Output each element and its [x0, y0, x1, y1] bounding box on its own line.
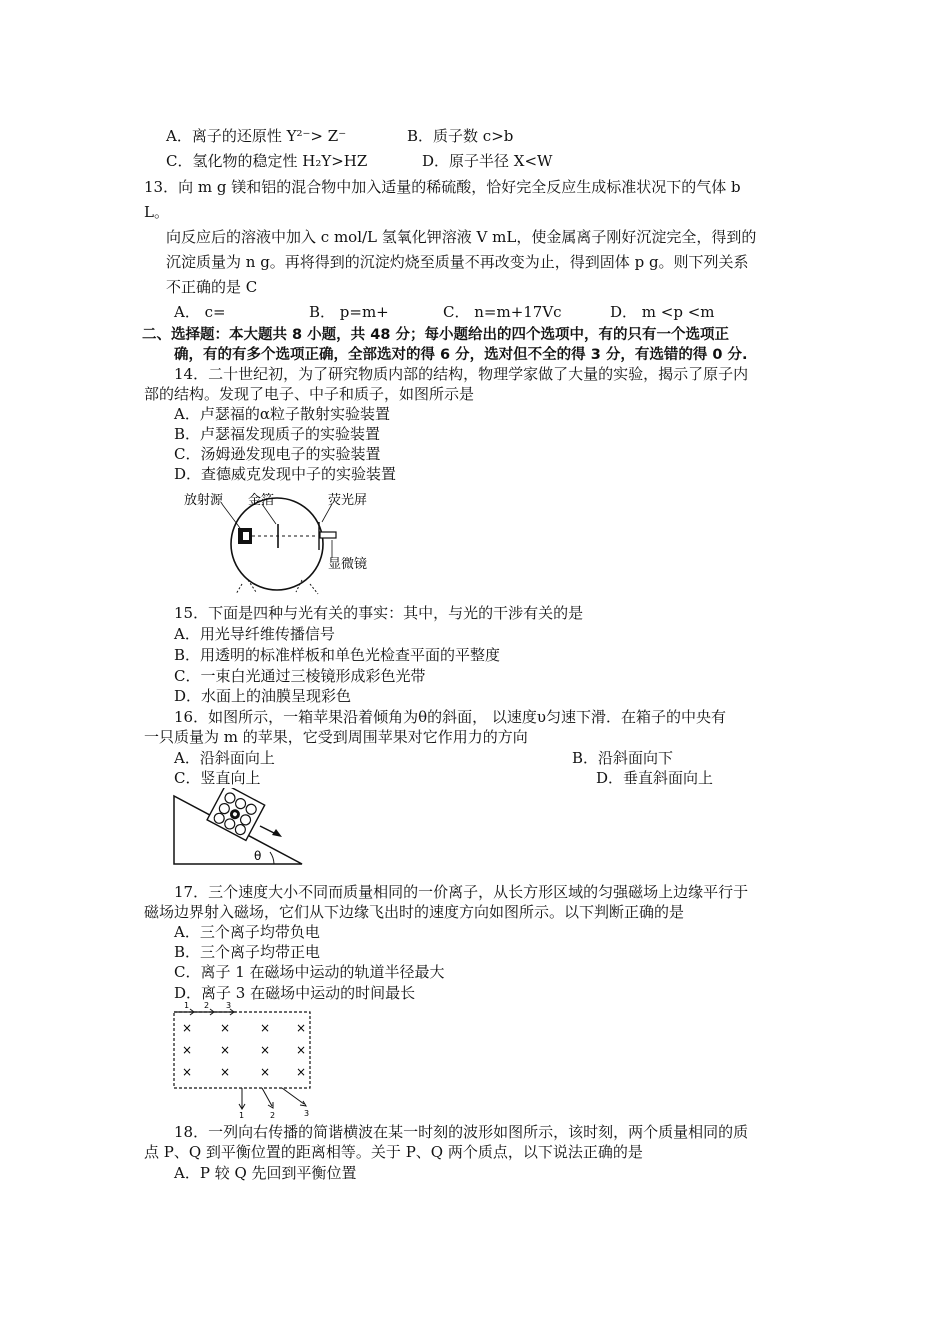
- q12-option-a: A．离子的还原性 Y²⁻> Z⁻: [166, 127, 347, 145]
- section-2-heading-line-1: 二、选择题：本大题共 8 小题，共 48 分；每小题给出的四个选项中，有的只有一个选项正: [142, 327, 729, 343]
- svg-text:×: ×: [220, 1021, 231, 1035]
- q15-option-c: C．一束白光通过三棱镜形成彩色光带: [174, 667, 426, 685]
- q14-option-d: D．查德威克发现中子的实验装置: [174, 465, 397, 483]
- q17-line-1: 17．三个速度大小不同而质量相同的一价离子，从长方形区域的匀强磁场上边缘平行于: [174, 883, 749, 901]
- entry-label-3: 3: [226, 1002, 232, 1010]
- q18-option-a: A．P 较 Q 先回到平衡位置: [174, 1164, 357, 1182]
- q14-line-1: 14．二十世纪初，为了研究物质内部的结构，物理学家做了大量的实验，揭示了原子内: [174, 365, 749, 383]
- q12-option-d: D．原子半径 X<W: [422, 152, 553, 170]
- exit-label-1: 1: [239, 1111, 245, 1118]
- svg-text:×: ×: [296, 1021, 307, 1035]
- q16-option-a: A．沿斜面向上: [174, 749, 275, 767]
- q13-option-c: C． n=m+17Vc: [443, 303, 562, 321]
- q17-option-c: C．离子 1 在磁场中运动的轨道半径最大: [174, 963, 445, 981]
- q17-magnetic-field-figure: [170, 1002, 320, 1118]
- field-crosses: [182, 1021, 306, 1079]
- q17-line-2: 磁场边界射入磁场，它们从下边缘飞出时的速度方向如图所示。以下判断正确的是: [144, 903, 685, 921]
- entry-label-1: 1: [184, 1002, 190, 1010]
- q13-line-4: 沉淀质量为 n g。再将得到的沉淀灼烧至质量不再改变为止，得到固体 p g。则下列关系: [166, 253, 749, 271]
- q13-option-a: A． c=: [174, 303, 226, 321]
- q12-option-c: C．氢化物的稳定性 H₂Y>HZ: [166, 152, 368, 170]
- q16-line-1: 16．如图所示，一箱苹果沿着倾角为θ的斜面， 以速度υ匀速下滑．在箱子的中央有: [174, 708, 727, 726]
- field-region: [174, 1012, 310, 1088]
- apple-box: [207, 788, 265, 840]
- q17-option-b: B．三个离子均带正电: [174, 943, 321, 961]
- svg-text:×: ×: [260, 1021, 271, 1035]
- q13-line-2: L。: [144, 203, 169, 221]
- q18-line-2: 点 P、Q 到平衡位置的距离相等。关于 P、Q 两个质点，以下说法正确的是: [144, 1143, 643, 1161]
- q14-option-c: C．汤姆逊发现电子的实验装置: [174, 445, 381, 463]
- q14-line-2: 部的结构。发现了电子、中子和质子，如图所示是: [144, 385, 475, 403]
- exit-label-3: 3: [304, 1109, 310, 1118]
- q16-option-d: D．垂直斜面向上: [596, 769, 714, 787]
- q13-line-3: 向反应后的溶液中加入 c mol/L 氢氧化钾溶液 V mL，使金属离子刚好沉淀完全，得到的: [166, 228, 757, 246]
- q14-option-a: A．卢瑟福的α粒子散射实验装置: [174, 405, 390, 423]
- q13-line-1: 13．向 m g 镁和铝的混合物中加入适量的稀硫酸，恰好完全反应生成标准状况下的气体 b: [144, 178, 741, 196]
- q15-option-a: A．用光导纤维传播信号: [174, 625, 335, 643]
- svg-text:×: ×: [260, 1065, 271, 1079]
- q16-option-c: C．竖直向上: [174, 769, 261, 787]
- q17-option-a: A．三个离子均带负电: [174, 923, 320, 941]
- q14-option-b: B．卢瑟福发现质子的实验装置: [174, 425, 381, 443]
- q13-option-b: B． p=m+: [309, 303, 389, 321]
- svg-text:×: ×: [220, 1065, 231, 1079]
- label-microscope: 显微镜: [328, 557, 368, 572]
- exit-label-2: 2: [270, 1111, 276, 1118]
- svg-text:×: ×: [296, 1043, 307, 1057]
- theta-label: θ: [254, 849, 262, 863]
- entry-label-2: 2: [204, 1002, 210, 1010]
- svg-text:×: ×: [182, 1065, 193, 1079]
- svg-text:×: ×: [182, 1043, 193, 1057]
- q12-option-b: B．质子数 c>b: [407, 127, 514, 145]
- section-2-heading-line-2: 确，有的有多个选项正确，全部选对的得 6 分，选对但不全的得 3 分，有选错的得 0 分.: [174, 347, 748, 363]
- microscope: [320, 532, 336, 538]
- q16-option-b: B．沿斜面向下: [572, 749, 674, 767]
- q15-option-d: D．水面上的油膜呈现彩色: [174, 687, 352, 705]
- label-source: 放射源: [184, 493, 224, 508]
- q13-line-5: 不正确的是 C: [166, 278, 258, 296]
- q14-apparatus-figure: [182, 488, 382, 600]
- label-screen: 荧光屏: [328, 493, 368, 508]
- svg-text:×: ×: [296, 1065, 307, 1079]
- q16-incline-figure: [170, 788, 310, 868]
- q15-option-b: B．用透明的标准样板和单色光检查平面的平整度: [174, 646, 501, 664]
- q17-option-d: D．离子 3 在磁场中运动的时间最长: [174, 984, 416, 1002]
- q13-option-d: D． m <p <m: [610, 303, 715, 321]
- label-foil: 金箔: [248, 493, 275, 508]
- q16-line-2: 一只质量为 m 的苹果，它受到周围苹果对它作用力的方向: [144, 728, 528, 746]
- svg-text:×: ×: [182, 1021, 193, 1035]
- q15-line-1: 15．下面是四种与光有关的事实：其中，与光的干涉有关的是: [174, 604, 584, 622]
- svg-text:×: ×: [220, 1043, 231, 1057]
- q18-line-1: 18．一列向右传播的简谐横波在某一时刻的波形如图所示，该时刻，两个质量相同的质: [174, 1123, 749, 1141]
- svg-text:×: ×: [260, 1043, 271, 1057]
